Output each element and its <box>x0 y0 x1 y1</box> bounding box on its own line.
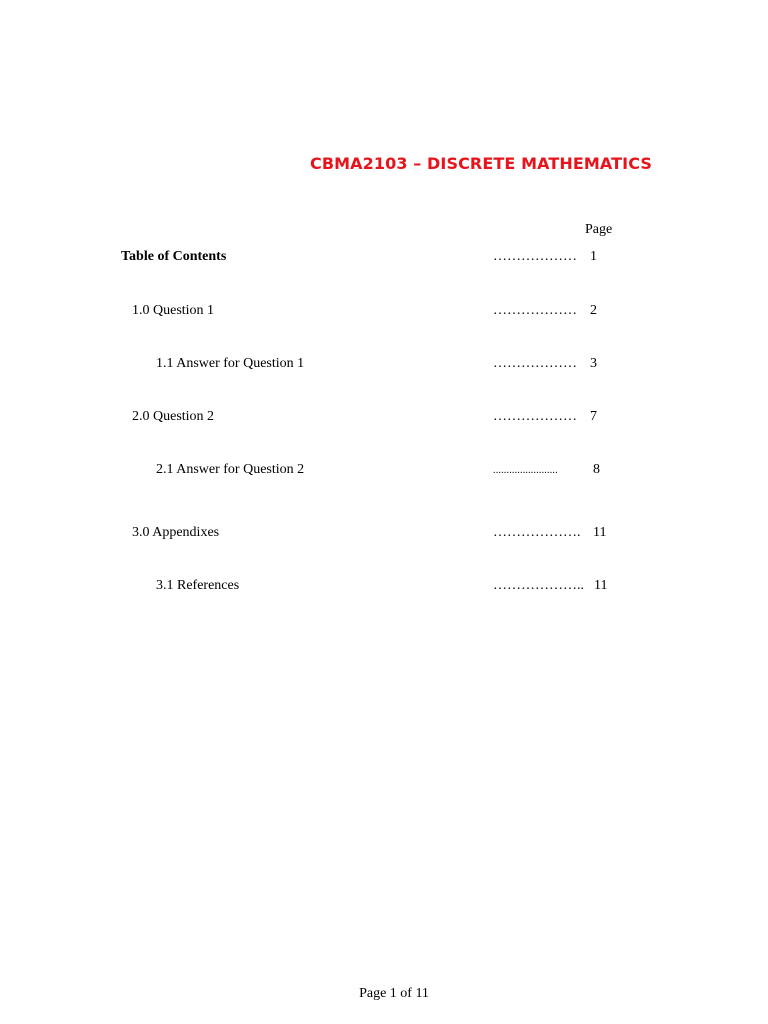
document-title: CBMA2103 – DISCRETE MATHEMATICS <box>310 154 652 173</box>
toc-entry-label: 3.1 References <box>156 578 240 593</box>
toc-page-number: 3 <box>590 356 597 371</box>
toc-entry-label: 1.0 Question 1 <box>132 303 215 318</box>
toc-page-number: 11 <box>593 525 607 540</box>
toc-page-number: 2 <box>590 303 597 318</box>
toc-leader-dots: ……………… <box>493 303 577 318</box>
toc-entry-label: 3.0 Appendixes <box>132 525 220 540</box>
toc-entry-label: 2.0 Question 2 <box>132 409 215 424</box>
toc-row-appendixes <box>0 525 768 545</box>
toc-leader-dots: ........................ <box>493 465 558 476</box>
toc-row-references <box>0 578 768 598</box>
toc-row-answer-question-1 <box>0 356 768 376</box>
toc-row-question-1 <box>0 303 768 323</box>
page-footer <box>0 986 768 1002</box>
toc-page-number: 8 <box>593 462 600 477</box>
toc-entry-label: 1.1 Answer for Question 1 <box>156 356 305 371</box>
toc-leader-dots: ……………… <box>493 356 577 371</box>
toc-page-number: 11 <box>594 578 608 593</box>
toc-heading: Table of Contents <box>121 249 227 264</box>
toc-row-table-of-contents <box>0 249 768 269</box>
page-number-footer: Page 1 of 11 <box>359 986 429 1001</box>
toc-entry-label: 2.1 Answer for Question 2 <box>156 462 305 477</box>
toc-leader-dots: ……………….. <box>493 578 584 593</box>
toc-leader-dots: ……………… <box>493 409 577 424</box>
page-column-header: Page <box>585 222 613 237</box>
toc-leader-dots: ………………. <box>493 525 581 540</box>
toc-row-question-2 <box>0 409 768 429</box>
toc-page-number: 1 <box>590 249 597 264</box>
toc-leader-dots: ……………… <box>493 249 577 264</box>
toc-page-number: 7 <box>590 409 597 424</box>
toc-row-answer-question-2 <box>0 462 768 482</box>
